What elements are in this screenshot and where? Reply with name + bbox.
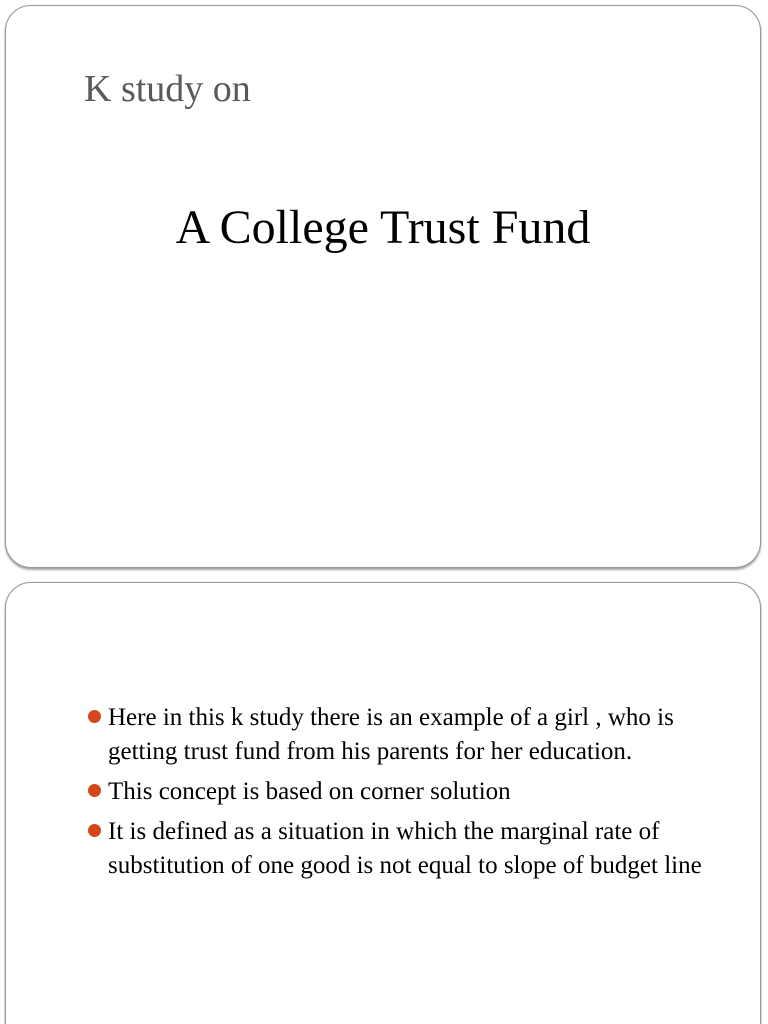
bullet-text: Here in this k study there is an example of a girl , who is getting trust fund from his parents for her education. [108,704,674,765]
slide-2 [5,582,761,1024]
bullet-list [84,701,734,889]
bullet-item [84,701,734,769]
bullet-dot-icon [88,710,101,723]
bullet-dot-icon [88,784,101,797]
slide-1 [5,5,761,568]
slide-title: A College Trust Fund [175,201,591,254]
bullet-text: This concept is based on corner solution [108,778,511,805]
slide-heading: K study on [84,68,251,110]
bullet-item [84,815,734,883]
bullet-dot-icon [88,824,101,837]
bullet-item [84,775,734,809]
bullet-text: It is defined as a situation in which the marginal rate of substitution of one good is not equal to slope of budget line [108,818,702,879]
